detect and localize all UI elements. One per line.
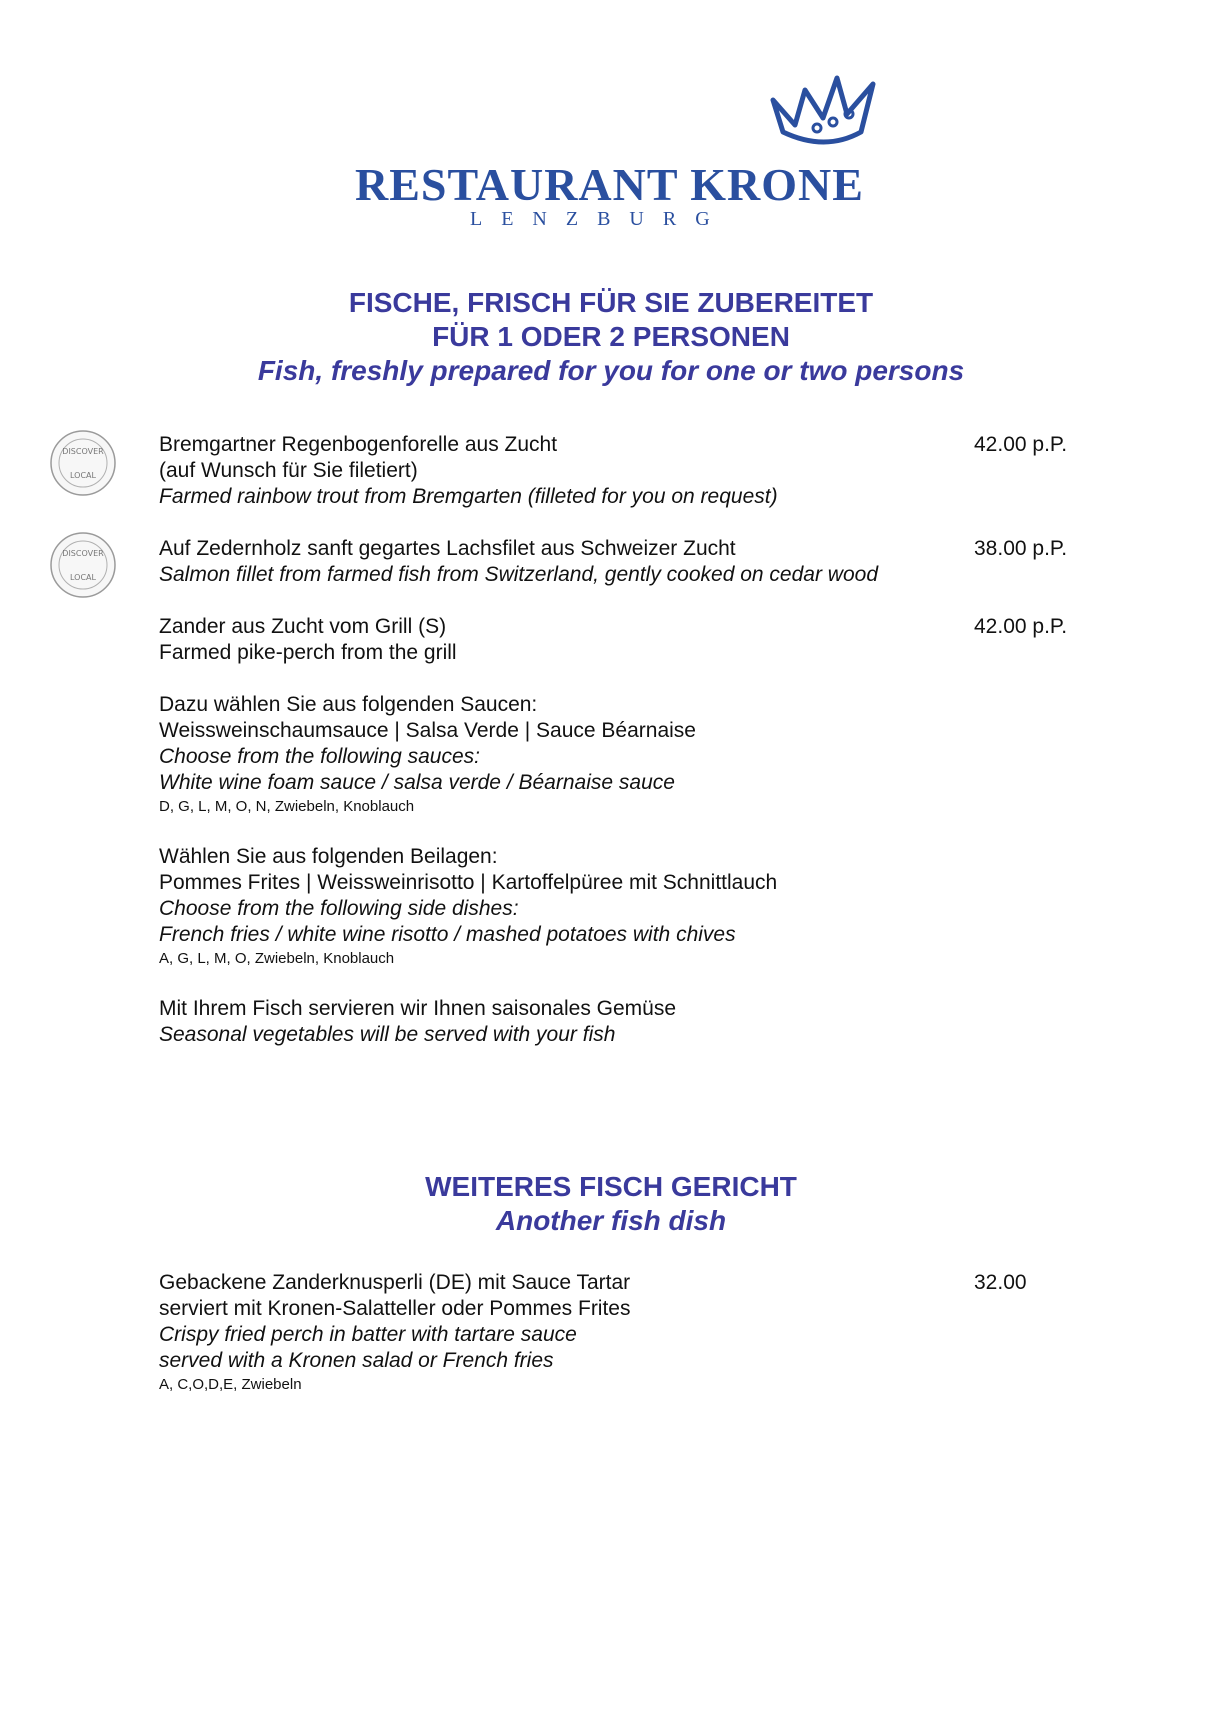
menu-item-english: Salmon fillet from farmed fish from Switzerland, gently cooked on cedar wood [159,563,878,586]
menu-item-name: Zander aus Zucht vom Grill (S) [159,615,447,638]
menu-item-allergens: A, C,O,D,E, Zwiebeln [159,1376,302,1393]
vegetables-note-english: Seasonal vegetables will be served with your fish [159,1023,616,1046]
sauces-allergens: D, G, L, M, O, N, Zwiebeln, Knoblauch [159,798,415,815]
section-title: FISCHE, FRISCH FÜR SIE ZUBEREITET [348,287,874,318]
menu-item-english: served with a Kronen salad or French fries [159,1349,554,1372]
section-subtitle: FÜR 1 ODER 2 PERSONEN [432,321,790,352]
menu-item-english: Farmed pike-perch from the grill [159,641,457,664]
discover-local-stamp-icon [48,530,118,600]
section-title-english: Another fish dish [495,1205,727,1236]
logo-name: RESTAURANT KRONE [355,159,864,210]
section-title-english: Fish, freshly prepared for you for one or two persons [257,355,965,386]
section-title: WEITERES FISCH GERICHT [425,1171,797,1202]
sides-intro: Wählen Sie aus folgenden Beilagen: [159,845,498,868]
crown-icon [765,70,885,150]
menu-item-price: 38.00 p.P. [974,537,1068,560]
section-heading-fish [0,286,1222,388]
stamp-text-top: DISCOVER [62,447,104,456]
menu-item-english: Crispy fried perch in batter with tartare sauce [159,1323,577,1346]
menu-item-note: serviert mit Kronen-Salatteller oder Pommes Frites [159,1297,631,1320]
stamp-text-bottom: LOCAL [70,573,96,582]
sauces-intro-english: Choose from the following sauces: [159,745,480,768]
logo-location: LENZBURG [470,208,729,230]
stamp-text-top: DISCOVER [62,549,104,558]
vegetables-note: Mit Ihrem Fisch servieren wir Ihnen saisonales Gemüse [159,997,677,1020]
menu-item-note: (auf Wunsch für Sie filetiert) [159,459,418,482]
menu-item-english: Farmed rainbow trout from Bremgarten (filleted for you on request) [159,485,778,508]
menu-item-price: 42.00 p.P. [974,615,1068,638]
menu-item-name: Auf Zedernholz sanft gegartes Lachsfilet aus Schweizer Zucht [159,537,736,560]
sides-list-english: French fries / white wine risotto / mashed potatoes with chives [159,923,736,946]
sides-list: Pommes Frites | Weissweinrisotto | Kartoffelpüree mit Schnittlauch [159,871,778,894]
discover-local-stamp-icon [48,428,118,498]
section-heading-other-fish [0,1170,1222,1238]
menu-item-name: Bremgartner Regenbogenforelle aus Zucht [159,433,558,456]
sauces-list-english: White wine foam sauce / salsa verde / Béarnaise sauce [159,771,675,794]
menu-item-price: 32.00 [974,1271,1027,1294]
menu-item-name: Gebackene Zanderknusperli (DE) mit Sauce Tartar [159,1271,631,1294]
sides-allergens: A, G, L, M, O, Zwiebeln, Knoblauch [159,950,395,967]
menu-item-price: 42.00 p.P. [974,433,1068,456]
sides-intro-english: Choose from the following side dishes: [159,897,519,920]
sauces-intro: Dazu wählen Sie aus folgenden Saucen: [159,693,538,716]
stamp-text-bottom: LOCAL [70,471,96,480]
sauces-list: Weissweinschaumsauce | Salsa Verde | Sauce Béarnaise [159,719,696,742]
restaurant-logo [340,70,900,240]
